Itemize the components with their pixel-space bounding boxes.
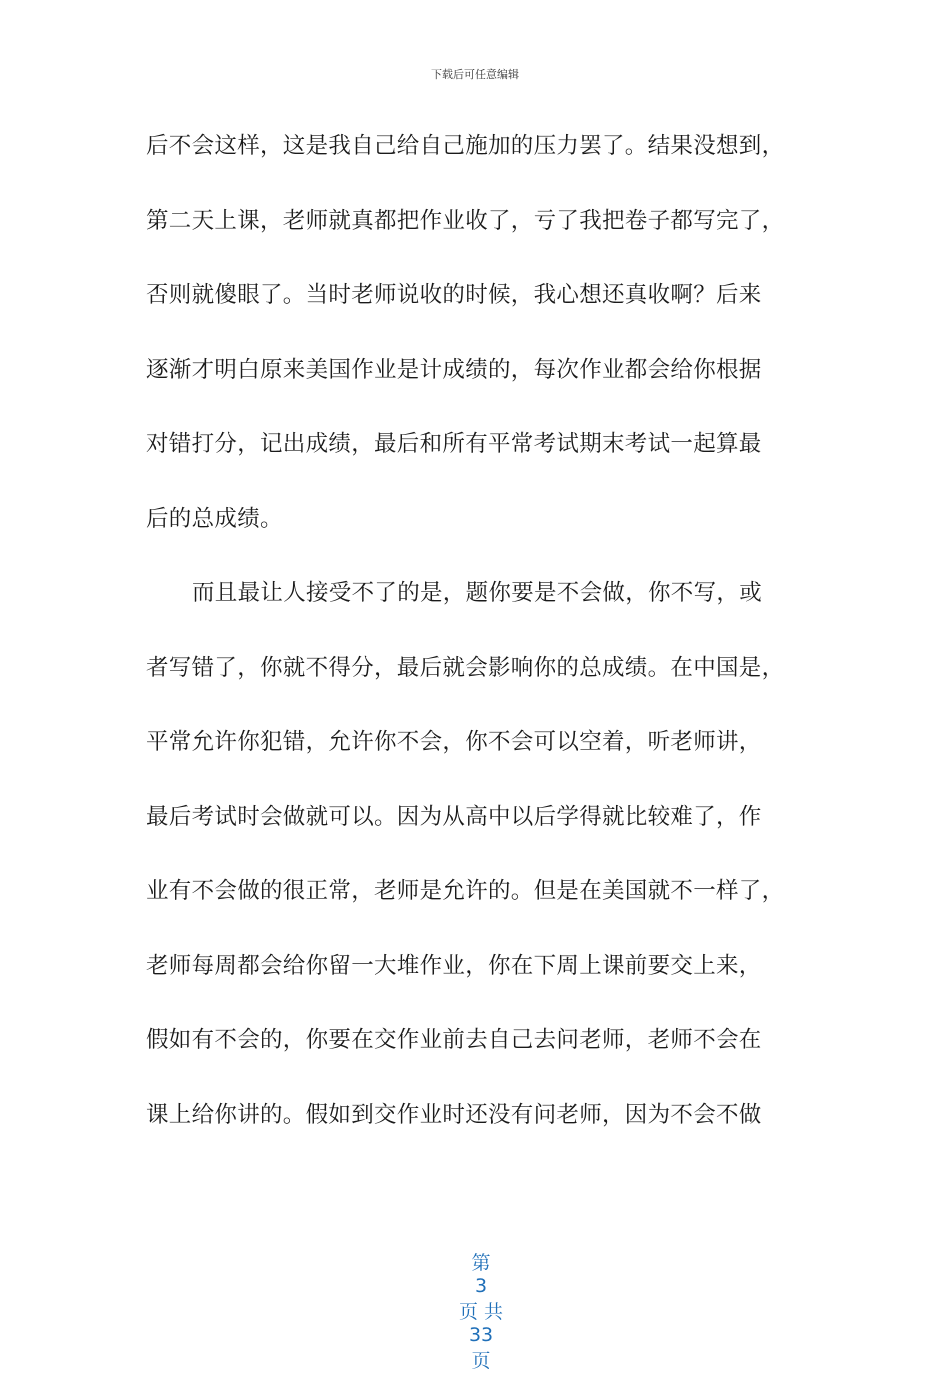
text-line: 平常允许你犯错，允许你不会，你不会可以空着，听老师讲， (146, 729, 762, 755)
text-line-paragraph-start: 而且最让人接受不了的是，题你要是不会做，你不写，或 (192, 580, 763, 606)
page-footer (0, 1226, 950, 1373)
text-line: 对错打分，记出成绩，最后和所有平常考试期末考试一起算最 (146, 431, 762, 457)
page-footer-prefix: 第 (471, 1252, 491, 1274)
text-line: 第二天上课，老师就真都把作业收了，亏了我把卷子都写完了， (146, 207, 785, 234)
text-line: 者写错了，你就不得分，最后就会影响你的总成绩。在中国是， (146, 654, 785, 681)
page-number: 3 (475, 1275, 488, 1297)
text-line: 业有不会做的很正常，老师是允许的。但是在美国就不一样了， (146, 878, 785, 904)
text-line: 后不会这样，这是我自己给自己施加的压力罢了。结果没想到， (146, 133, 785, 159)
page-total: 33 (468, 1324, 494, 1346)
text-line: 逐渐才明白原来美国作业是计成绩的，每次作业都会给你根据 (146, 356, 762, 383)
text-line: 后的总成绩。 (146, 505, 283, 532)
header-note: 下载后可任意编辑 (431, 68, 519, 81)
text-line: 假如有不会的，你要在交作业前去自己去问老师，老师不会在 (146, 1027, 762, 1053)
text-line: 老师每周都会给你留一大堆作业，你在下周上课前要交上来， (146, 952, 762, 979)
page-footer-middle: 页 共 (459, 1301, 504, 1323)
text-line: 最后考试时会做就可以。因为从高中以后学得就比较难了，作 (146, 803, 762, 830)
document-body (146, 120, 806, 1163)
text-line: 否则就傻眼了。当时老师说收的时候，我心想还真收啊？后来 (146, 282, 762, 308)
page-footer-suffix: 页 (471, 1350, 491, 1372)
text-line: 课上给你讲的。假如到交作业时还没有问老师，因为不会不做 (146, 1101, 762, 1128)
